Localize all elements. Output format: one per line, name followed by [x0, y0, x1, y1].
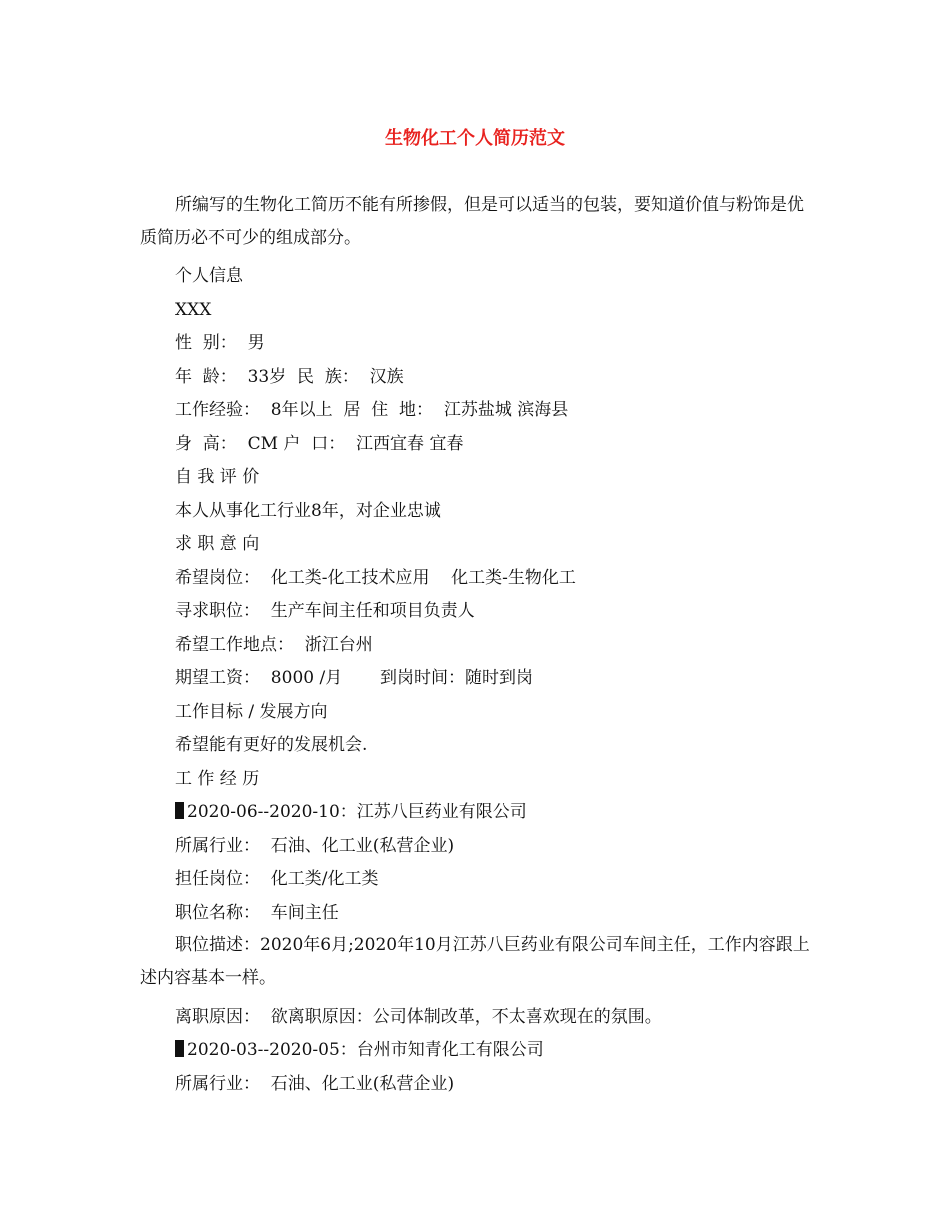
self-eval-heading: 自 我 评 价 — [175, 467, 260, 487]
job2-industry-line: 所属行业： 石油、化工业(私营企业) — [175, 1074, 455, 1094]
gender-line: 性 别： 男 — [175, 333, 265, 353]
age-line: 年 龄： 33岁 民 族： 汉族 — [175, 367, 404, 387]
salary-line: 期望工资： 8000 /月 到岗时间：随时到岗 — [175, 668, 534, 688]
job2-header-text: 2020-03--2020-05：台州市知青化工有限公司 — [187, 1040, 544, 1060]
job1-header — [175, 801, 527, 823]
desired-position-line: 希望岗位： 化工类-化工技术应用 化工类-生物化工 — [175, 568, 576, 588]
desired-location-line: 希望工作地点： 浙江台州 — [175, 635, 373, 655]
bullet-bar-icon — [175, 1040, 184, 1057]
job1-header-text: 2020-06--2020-10：江苏八巨药业有限公司 — [187, 802, 527, 822]
goal-text: 希望能有更好的发展机会. — [175, 735, 368, 755]
goal-heading: 工作目标 / 发展方向 — [175, 702, 328, 722]
document-title: 生物化工个人简历范文 — [385, 128, 565, 149]
intent-heading: 求 职 意 向 — [175, 534, 260, 554]
job1-leave-reason-line: 离职原因： 欲离职原因：公司体制改革，不太喜欢现在的氛围。 — [175, 1007, 662, 1027]
job2-header — [175, 1039, 544, 1061]
seek-position-line: 寻求职位： 生产车间主任和项目负责人 — [175, 601, 475, 621]
experience-line: 工作经验： 8年以上 居 住 地： 江苏盐城 滨海县 — [175, 400, 569, 420]
job1-description: 职位描述：2020年6月;2020年10月江苏八巨药业有限公司车间主任，工作内容跟上述内容基本一样。 — [140, 935, 810, 988]
work-heading: 工 作 经 历 — [175, 769, 260, 789]
personal-info-heading: 个人信息 — [175, 266, 243, 286]
name-line: XXX — [175, 300, 212, 320]
job1-post-line: 担任岗位： 化工类/化工类 — [175, 869, 379, 889]
job1-industry-line: 所属行业： 石油、化工业(私营企业) — [175, 836, 455, 856]
intro-paragraph: 所编写的生物化工简历不能有所掺假，但是可以适当的包装，要知道价值与粉饰是优质简历必不可少的组成部分。 — [140, 195, 804, 248]
job1-title-line: 职位名称： 车间主任 — [175, 903, 339, 923]
self-eval-text: 本人从事化工行业8年，对企业忠诚 — [175, 501, 441, 521]
height-line: 身 高： CM 户 口： 江西宜春 宜春 — [175, 434, 464, 454]
bullet-bar-icon — [175, 802, 184, 819]
